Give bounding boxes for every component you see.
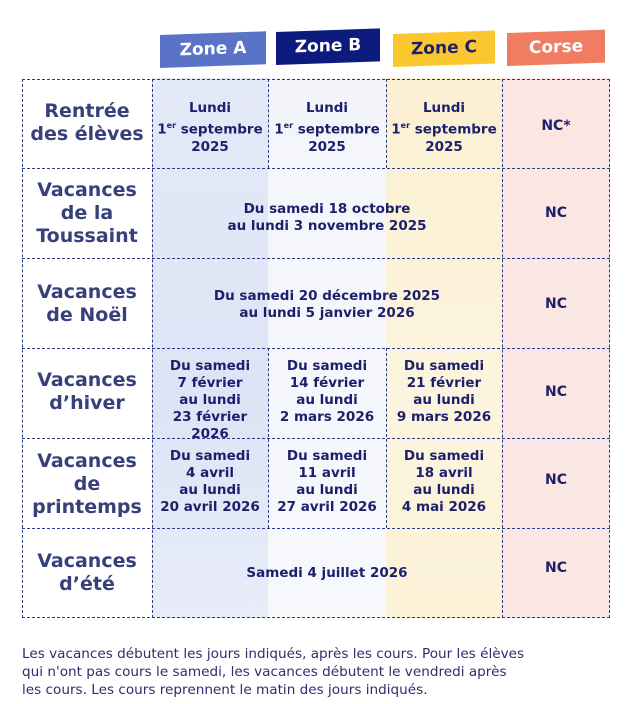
cell-text: septembre [414, 121, 497, 138]
cell-text: septembre [180, 121, 263, 138]
cell-line: au lundi [296, 392, 358, 408]
row-label-ete [22, 550, 152, 596]
cell-line: 11 avril [298, 465, 356, 481]
zone-b-header: Zone B [276, 28, 380, 65]
row-label-line: d’hiver [49, 392, 125, 414]
row-label-noel [22, 281, 152, 327]
cell-line: 2025 [308, 138, 346, 155]
grid-line [22, 348, 610, 349]
footnote-line: qui n'ont pas cours le samedi, les vacances débutent le vendredi après [22, 664, 507, 680]
grid-line [22, 438, 610, 439]
cell-line: Du samedi [169, 358, 251, 374]
cell-text: 1 [157, 121, 167, 138]
row-label-line: Vacances [37, 450, 137, 472]
cell-line: au lundi [296, 482, 358, 498]
toussaint-corse-cell: NC [545, 205, 567, 221]
grid-line [22, 79, 610, 80]
row-label-line: Vacances [37, 179, 137, 201]
hiver-zone-a-cell [152, 358, 268, 443]
cell-line [386, 117, 502, 139]
cell-line: au lundi 5 janvier 2026 [239, 305, 415, 321]
cell-line: 21 février [406, 375, 482, 391]
ordinal-suffix: er [166, 121, 177, 130]
cell-line [152, 117, 268, 139]
cell-line: Du samedi [286, 448, 368, 464]
cell-text: 1 [391, 121, 401, 138]
grid-line [22, 528, 610, 529]
grid-line [22, 79, 23, 618]
row-label-line: Toussaint [36, 225, 138, 247]
cell-line: 4 mai 2026 [401, 499, 487, 515]
printemps-zone-c-cell [386, 448, 502, 516]
hiver-corse-cell: NC [545, 384, 567, 400]
grid-line [22, 258, 610, 259]
cell-line: Du samedi [403, 448, 485, 464]
grid-line [152, 79, 153, 618]
printemps-corse-cell: NC [545, 472, 567, 488]
cell-line: 20 avril 2026 [160, 499, 260, 515]
footnote-line: Les vacances débutent les jours indiqués, après les cours. Pour les élèves [22, 646, 525, 662]
cell-line: au lundi [413, 482, 475, 498]
ete-corse-cell: NC [545, 560, 567, 576]
row-label-line: Vacances [37, 369, 137, 391]
row-label-line: Vacances [37, 281, 137, 303]
cell-line: Du samedi [403, 358, 485, 374]
ordinal-suffix: er [283, 121, 294, 130]
printemps-zone-a-cell [152, 448, 268, 516]
cell-line: 23 février 2026 [172, 409, 248, 442]
cell-line: 7 février [177, 375, 243, 391]
row-label-printemps [22, 450, 152, 519]
cell-text: 1 [274, 121, 284, 138]
rentree-zone-c-cell [386, 100, 502, 156]
cell-line: 14 février [289, 375, 365, 391]
row-label-line: Vacances [37, 550, 137, 572]
cell-line: Du samedi 18 octobre [243, 201, 411, 217]
row-label-line: de [73, 473, 101, 495]
row-label-line: de la [60, 202, 114, 224]
zone-c-header: Zone C [393, 30, 495, 67]
ordinal-suffix: er [400, 121, 411, 130]
toussaint-all-zones-cell [152, 201, 502, 235]
cell-line: 2025 [191, 138, 229, 155]
grid-line [22, 168, 610, 169]
noel-corse-cell: NC [545, 296, 567, 312]
footnote-line: les cours. Les cours reprennent le matin des jours indiqués. [22, 682, 428, 698]
cell-line: 4 avril [186, 465, 234, 481]
rentree-corse-cell: NC* [541, 118, 571, 134]
ete-all-zones-cell: Samedi 4 juillet 2026 [246, 565, 408, 581]
cell-line: 2025 [425, 138, 463, 155]
cell-line: Lundi [422, 100, 466, 116]
grid-line [22, 617, 610, 618]
zone-a-header: Zone A [160, 31, 266, 68]
cell-line: Du samedi [286, 358, 368, 374]
cell-line: Lundi [188, 100, 232, 116]
cell-line: au lundi 3 novembre 2025 [227, 218, 427, 234]
printemps-zone-b-cell [268, 448, 386, 516]
corse-header: Corse [507, 30, 605, 66]
row-label-toussaint [22, 179, 152, 248]
row-label-line: printemps [32, 496, 142, 518]
noel-all-zones-cell [152, 288, 502, 322]
rentree-zone-a-cell [152, 100, 268, 156]
row-label-line: de Noël [46, 304, 128, 326]
row-label-line: des élèves [30, 123, 144, 145]
cell-line: Lundi [305, 100, 349, 116]
row-label-line: d’été [59, 573, 115, 595]
row-label-rentree [22, 100, 152, 146]
footnote [22, 645, 612, 699]
hiver-zone-b-cell [268, 358, 386, 426]
row-label-line: Rentrée [44, 100, 130, 122]
cell-text: septembre [297, 121, 380, 138]
rentree-zone-b-cell [268, 100, 386, 156]
cell-line: 2 mars 2026 [279, 409, 375, 425]
cell-line: au lundi [179, 482, 241, 498]
grid-line [502, 79, 503, 618]
row-label-hiver [22, 369, 152, 415]
cell-line: 9 mars 2026 [396, 409, 492, 425]
cell-line: au lundi [413, 392, 475, 408]
cell-line: 18 avril [415, 465, 473, 481]
cell-line: 27 avril 2026 [277, 499, 377, 515]
cell-line: Du samedi [169, 448, 251, 464]
cell-line: au lundi [179, 392, 241, 408]
hiver-zone-c-cell [386, 358, 502, 426]
grid-line [609, 79, 610, 618]
cell-line: Du samedi 20 décembre 2025 [213, 288, 441, 304]
cell-line [268, 117, 386, 139]
